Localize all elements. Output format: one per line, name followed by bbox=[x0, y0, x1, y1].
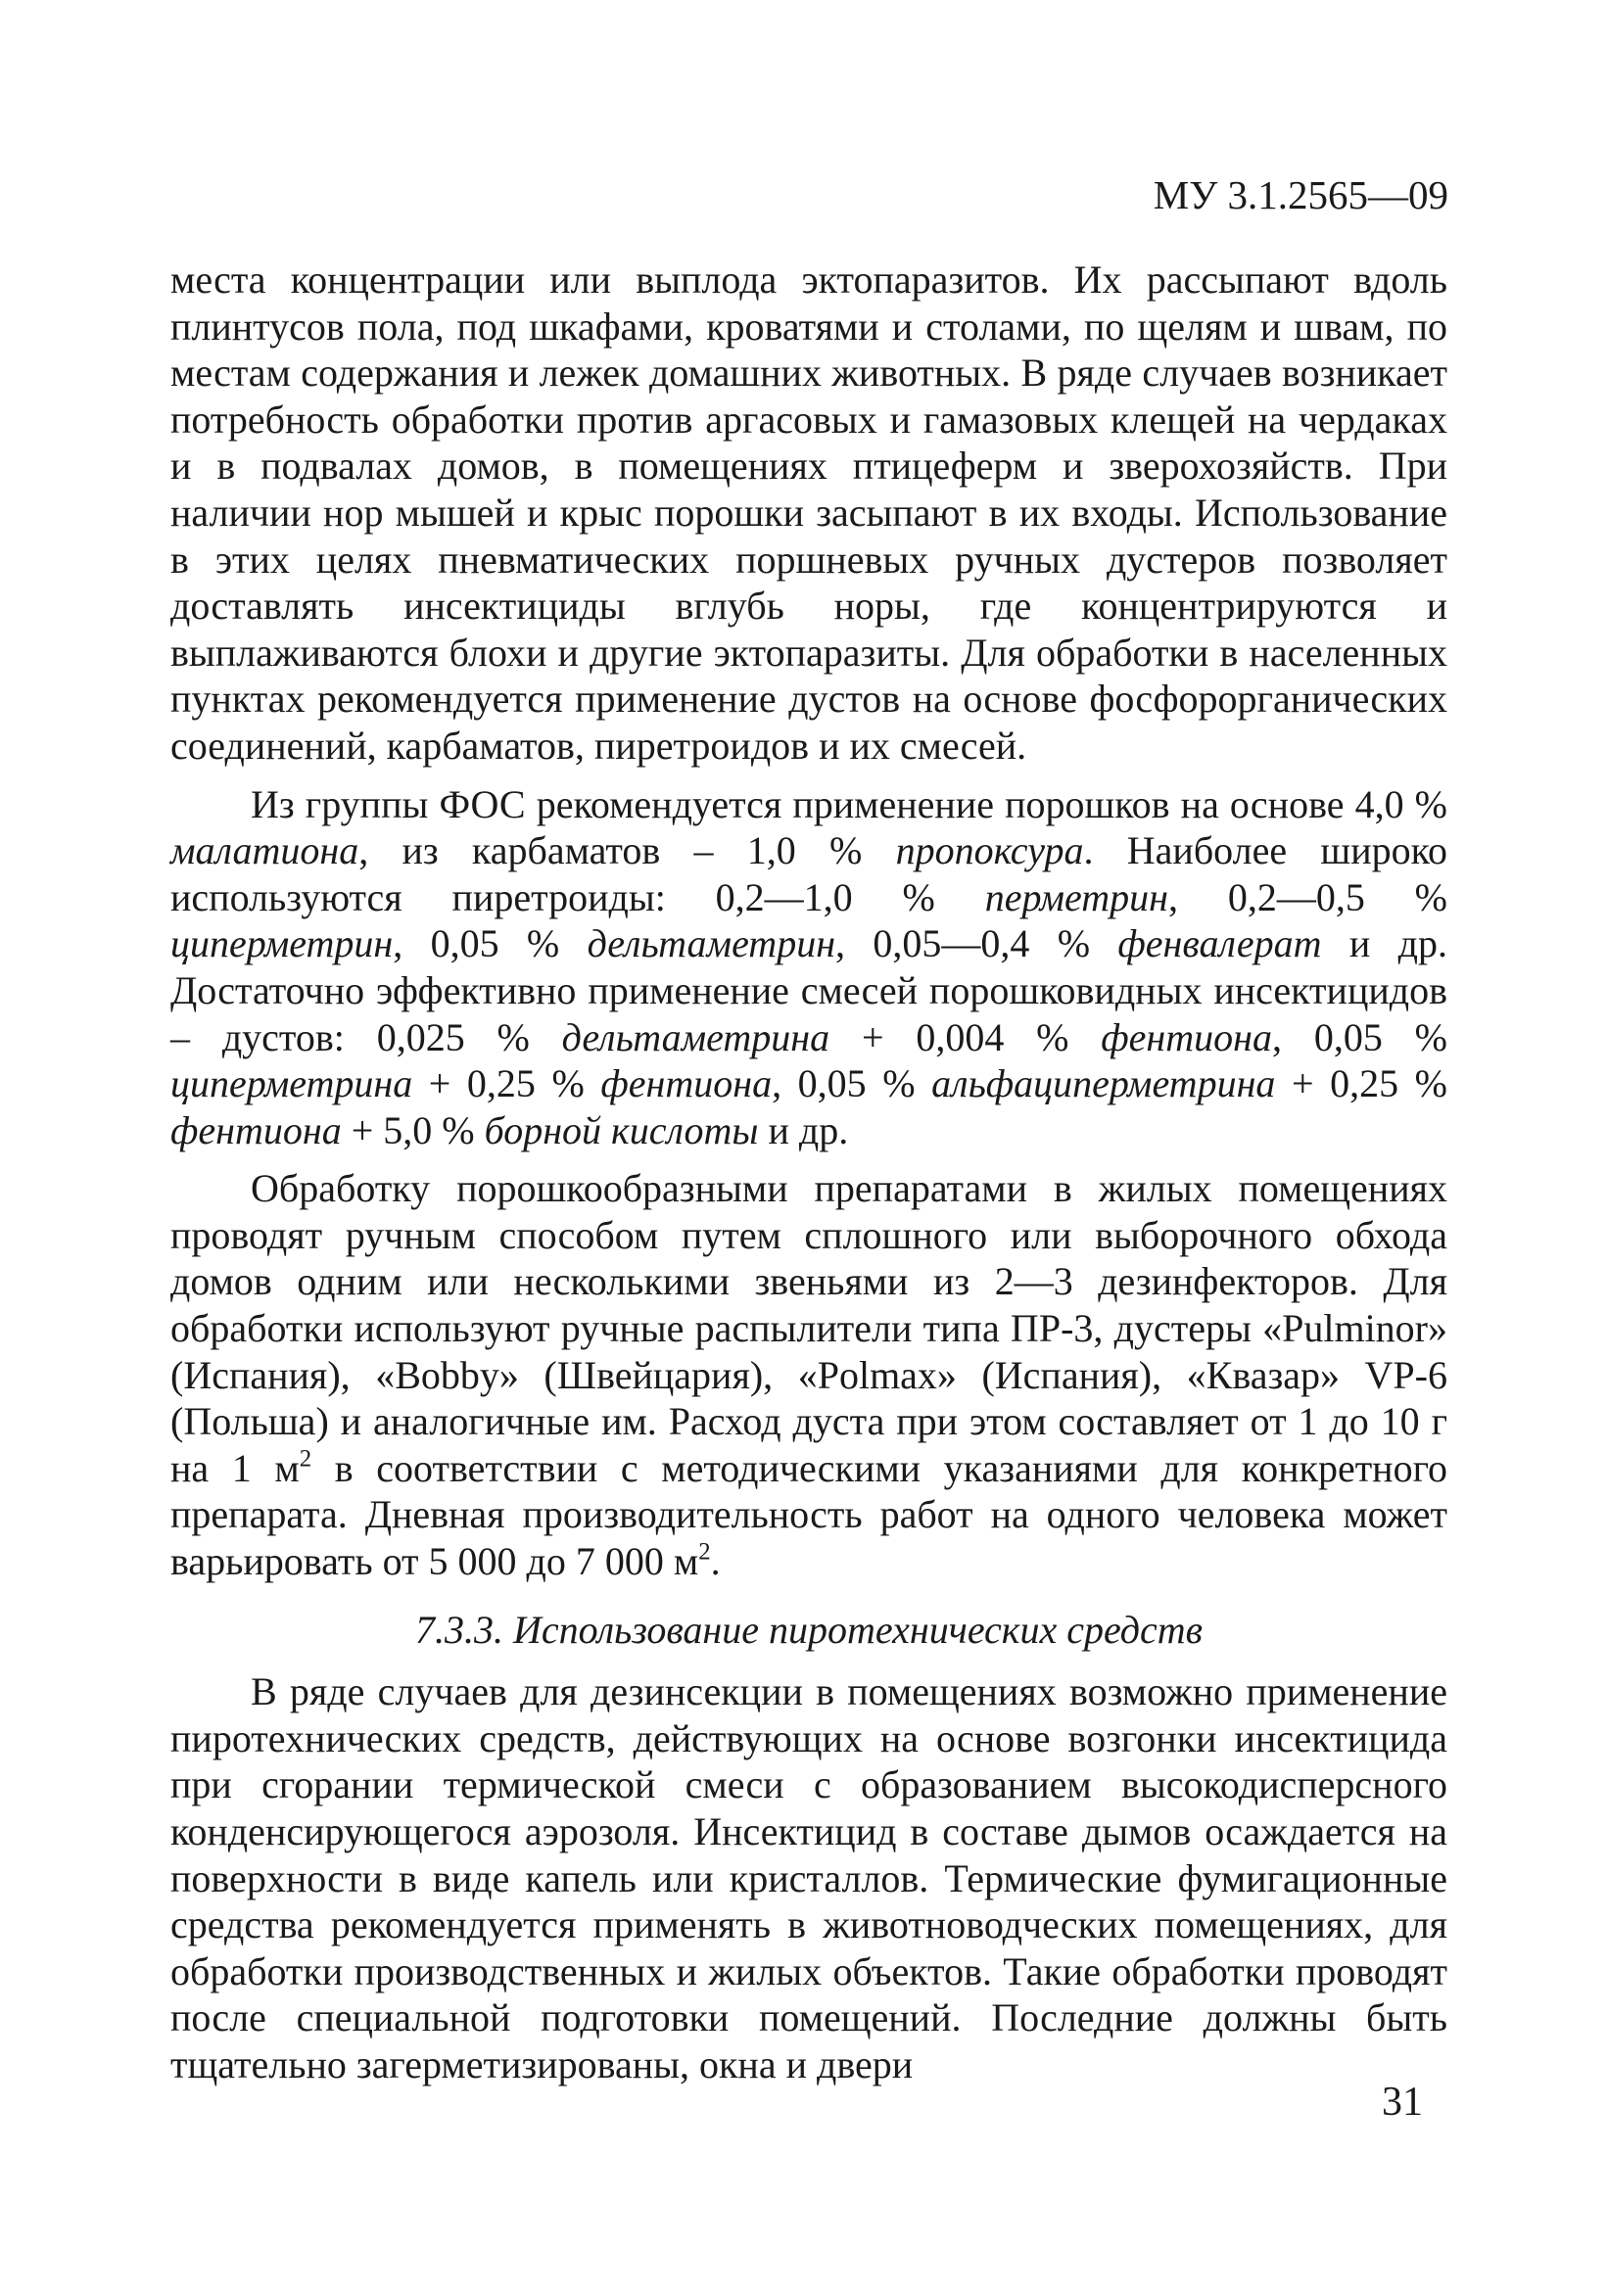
text-run: в соответствии с методическими указаниями для конкретного препарата. Дневная производительность работ на одного человека может варьировать от 5 000 до 7 000 м bbox=[170, 1445, 1447, 1584]
text-run: , 0,05 % bbox=[393, 921, 588, 966]
text-run: . Наиболее широко используются пиретроиды: 0,2—1,0 % bbox=[170, 828, 1447, 919]
document-code: МУ 3.1.2565—09 bbox=[1153, 172, 1448, 217]
substance-name: циперметрин bbox=[170, 921, 394, 966]
page-number: 31 bbox=[1382, 2080, 1423, 2125]
substance-name: альфациперметрина bbox=[931, 1061, 1276, 1106]
substance-name: перметрин bbox=[984, 874, 1168, 919]
paragraph-1: места концентрации или выплода эктопаразитов. Их рассыпают вдоль плинтусов пола, под шкафами, кроватями и столами, по щелям и швам, по местам содержания и лежек домашних животных. В ряде случаев возникает потребность обработки против аргасовых и гамазовых клещей на чердаках и в подвалах домов, в помещениях птицеферм и зверохозяйств. При наличии нор мышей и крыс порошки засыпают в их входы. Использование в этих целях пневматических поршневых ручных дустеров позволяет доставлять инсектициды вглубь норы, где концентрируются и выплаживаются блохи и другие эктопаразиты. Для обработки в населенных пунктах рекомендуется применение дустов на основе фосфорорганических соединений, карбаматов, пиретроидов и их смесей. bbox=[170, 258, 1447, 768]
substance-name: фентиона bbox=[1101, 1014, 1273, 1059]
substance-name: борной кислоты bbox=[484, 1107, 759, 1152]
text-run: , 0,05—0,4 % bbox=[835, 921, 1118, 966]
text-run: и др. Достаточно эффективно применение смесей порошковидных инсектицидов – дустов: 0,025 % bbox=[170, 921, 1447, 1059]
paragraph-3 bbox=[170, 1165, 1447, 1584]
substance-name: фентиона bbox=[170, 1107, 342, 1152]
paragraph-2 bbox=[170, 781, 1447, 1154]
text-run: Обработку порошкообразными препаратами в жилых помещениях проводят ручным способом путем сплошного или выборочного обхода домов одним или несколькими звеньями из 2—3 дезинфекторов. Для обработки используют ручные распылители типа ПР-3, дустеры «Pulminor» (Испания), «Bobby» (Швейцария), «Polmax» (Испания), «Квазар» VP-6 (Польша) и аналогичные им. Расход дуста при этом составляет от 1 до 10 г на 1 м bbox=[170, 1166, 1447, 1490]
text-run: + 0,004 % bbox=[829, 1014, 1102, 1059]
text-run: . bbox=[710, 1539, 721, 1584]
text-run: + 0,25 % bbox=[1275, 1061, 1447, 1106]
superscript: 2 bbox=[299, 1445, 312, 1473]
substance-name: дельтаметрин bbox=[587, 921, 836, 966]
superscript: 2 bbox=[698, 1538, 711, 1566]
substance-name: дельтаметрина bbox=[561, 1014, 830, 1059]
substance-name: малатиона bbox=[170, 828, 359, 873]
substance-name: пропоксура bbox=[895, 828, 1084, 873]
substance-name: фенвалерат bbox=[1117, 921, 1322, 966]
paragraph-4: В ряде случаев для дезинсекции в помещениях возможно применение пиротехнических средств, действующих на основе возгонки инсектицида при сгорании термической смеси с образованием высокодисперсного конденсирующегося аэрозоля. Инсектицид в составе дымов осаждается на поверхности в виде капель или кристаллов. Термические фумигационные средства рекомендуется применять в животноводческих помещениях, для обработки производственных и жилых объектов. Такие обработки проводят после специальной подготовки помещений. Последние должны быть тщательно загерметизированы, окна и двери bbox=[170, 1669, 1447, 2086]
text-run: + 0,25 % bbox=[412, 1061, 601, 1106]
substance-name: циперметрина bbox=[170, 1061, 413, 1106]
subsection-heading: 7.3.3. Использование пиротехнических средств bbox=[414, 1607, 1204, 1652]
text-run: , 0,05 % bbox=[1272, 1014, 1447, 1059]
text-run: Из группы ФОС рекомендуется применение порошков на основе 4,0 % bbox=[251, 781, 1447, 826]
text-run: , 0,2—0,5 % bbox=[1167, 874, 1448, 919]
text-run: , из карбаматов – 1,0 % bbox=[358, 828, 896, 873]
substance-name: фентиона bbox=[600, 1061, 773, 1106]
text-run: + 5,0 % bbox=[341, 1107, 485, 1152]
text-run: и др. bbox=[758, 1107, 849, 1152]
document-body bbox=[170, 257, 1447, 2088]
text-run: , 0,05 % bbox=[772, 1061, 932, 1106]
